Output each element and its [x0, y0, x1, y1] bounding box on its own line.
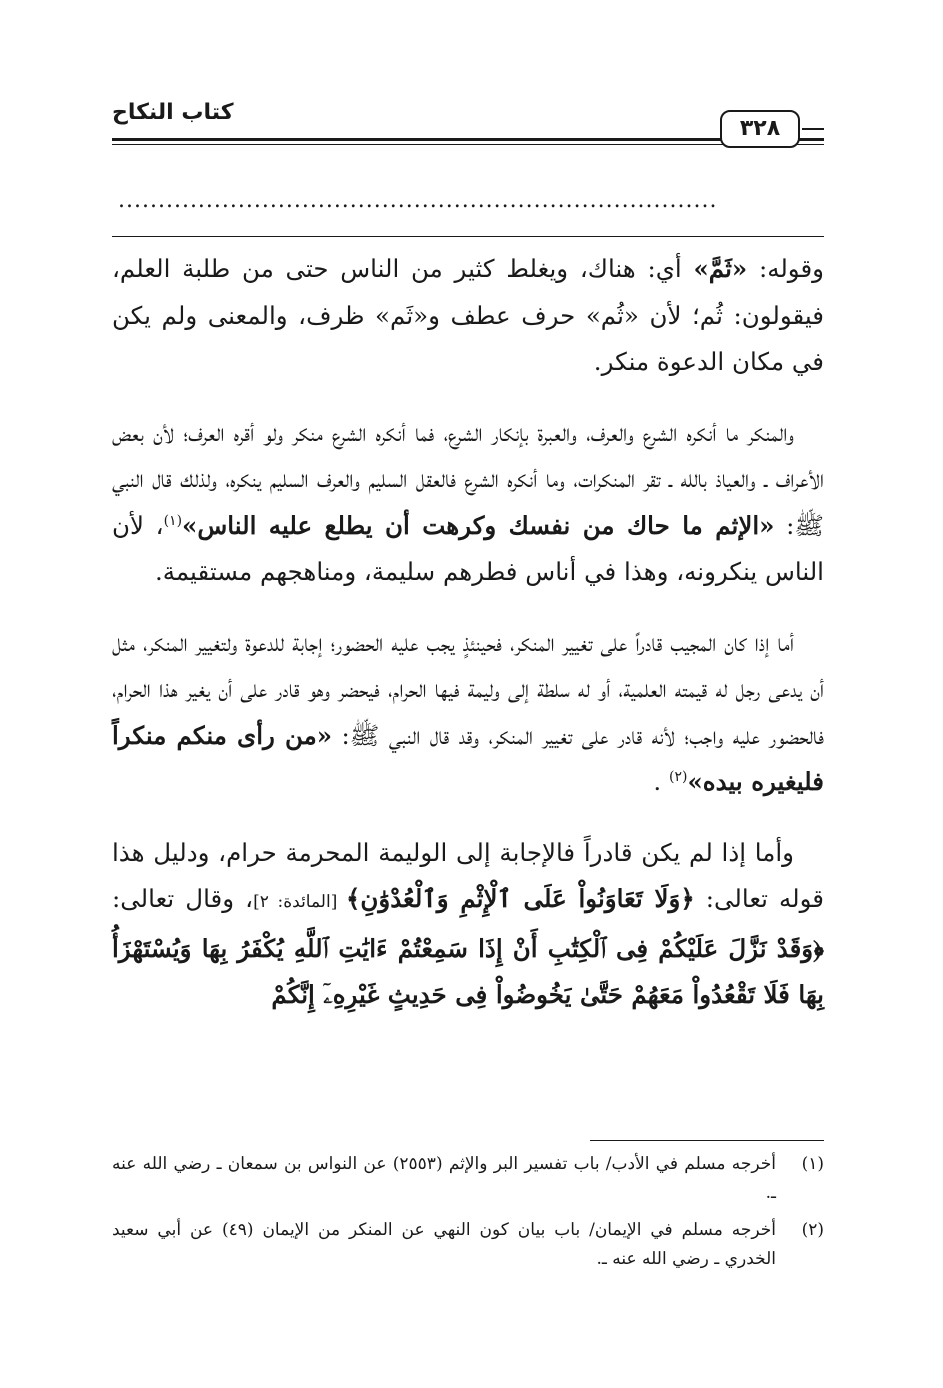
top-rule: [112, 236, 824, 237]
page-number: ٣٢٨: [720, 110, 800, 148]
quran-verse-2: ﴿وَقَدْ نَزَّلَ عَلَيْكُمْ فِى ٱلْكِتَٰبِ أَنْ إِذَا سَمِعْتُمْ ءَايَٰتِ ٱللَّهِ يُكْفَرُ بِهَا وَيُسْتَهْزَأُ بِهَا فَلَا تَقْعُدُواْ مَعَهُمْ حَتَّىٰ يَخُوضُواْ فِى حَدِيثٍ غَيْرِهِۦٓ إِنَّكُمْ: [112, 933, 824, 1009]
footnote-1: [112, 1150, 824, 1208]
paragraph-1: [112, 246, 824, 386]
footnote-2: [112, 1216, 824, 1274]
paragraph-3-text-b: .: [653, 767, 669, 796]
paragraph-1-text-a: وقوله:: [747, 254, 824, 283]
page-header: [112, 100, 824, 152]
hadith-ithm: «الإثم ما حاك من نفسك وكرهت أن يطلع عليه الناس»: [182, 510, 775, 540]
hadith-munkar: «من رأى منكم منكراً فليغيره بيده»: [112, 720, 824, 796]
term-thamma: «ثَمَّ»: [693, 254, 748, 283]
footnote-1-number: (١): [801, 1154, 824, 1174]
paragraph-3: [112, 620, 824, 806]
header-right-rule: [802, 128, 824, 130]
sura-reference-1: [المائدة: ٢]: [253, 892, 347, 912]
paragraph-1-text-b: أي: هناك، ويغلط كثير من الناس حتى من طلبة العلم، فيقولون: ثُم؛ لأن «ثُم» حرف عطف و«ثَم» ظرف، والمعنى ولم يكن في مكان الدعوة منكر.: [112, 254, 824, 376]
paragraph-2: [112, 410, 824, 596]
footnote-2-text: أخرجه مسلم في الإيمان/ باب بيان كون النهي عن المنكر من الإيمان (٤٩) عن أبي سعيد الخدري ـ رضي الله عنه ـ.: [112, 1220, 776, 1269]
book-title: كتاب النكاح: [112, 100, 234, 125]
paragraph-2-text-a: والمنكر ما أنكره الشرع والعرف، والعبرة بإنكار الشرع، فما أنكره الشرع منكر ولو أقره العرف؛ لأن بعض الأعراف ـ والعياذ بالله ـ تقر المنكرات، وما أنكره الشرع فالعقل السليم والعرف السليم ينكره، ولذلك قال النبي ﷺ:: [112, 417, 824, 540]
paragraph-4-text-a: وأما إذا لم يكن قادراً فالإجابة إلى الوليمة المحرمة حرام، ودليل هذا قوله تعالى:: [112, 837, 824, 913]
footnote-ref-2[interactable]: (٢): [668, 768, 688, 785]
header-rule-thick: [112, 138, 824, 141]
paragraph-3-text-a: أما إذا كان المجيب قادراً على تغيير المنكر، فحينئذٍ يجب عليه الحضور؛ إجابة للدعوة ولتغيير المنكر، مثل أن يدعى رجل له قيمته العلمية، أو له سلطة إلى وليمة فيها الحرام، فيحضر وهو قادر على أن يغير هذا الحرام، فالحضور عليه واجب؛ لأنه قادر على تغيير المنكر، وقد قال النبي ﷺ:: [112, 627, 824, 750]
ellipsis-line: ...........................................................................: [118, 188, 718, 213]
paragraph-4-text-b: ، وقال تعالى:: [112, 884, 254, 913]
footnote-rule: [590, 1140, 824, 1141]
paragraph-2-text-b: ، لأن الناس ينكرونه، وهذا في أناس فطرهم سليمة، ومناهجهم مستقيمة.: [112, 510, 824, 586]
quran-verse-1: ﴿وَلَا تَعَاوَنُواْ عَلَى ٱلْإِثْمِ وَٱلْعُدْوَٰنِ﴾: [346, 884, 695, 913]
footnote-2-number: (٢): [801, 1220, 824, 1240]
header-rule-thin: [112, 144, 824, 145]
footnote-ref-1[interactable]: (١): [163, 512, 183, 529]
body-text: [112, 246, 824, 1019]
footnote-1-text: أخرجه مسلم في الأدب/ باب تفسير البر والإثم (٢٥٥٣) عن النواس بن سمعان ـ رضي الله عنه ـ.: [112, 1154, 776, 1203]
paragraph-4: [112, 830, 824, 1019]
footnotes: [112, 1150, 824, 1282]
